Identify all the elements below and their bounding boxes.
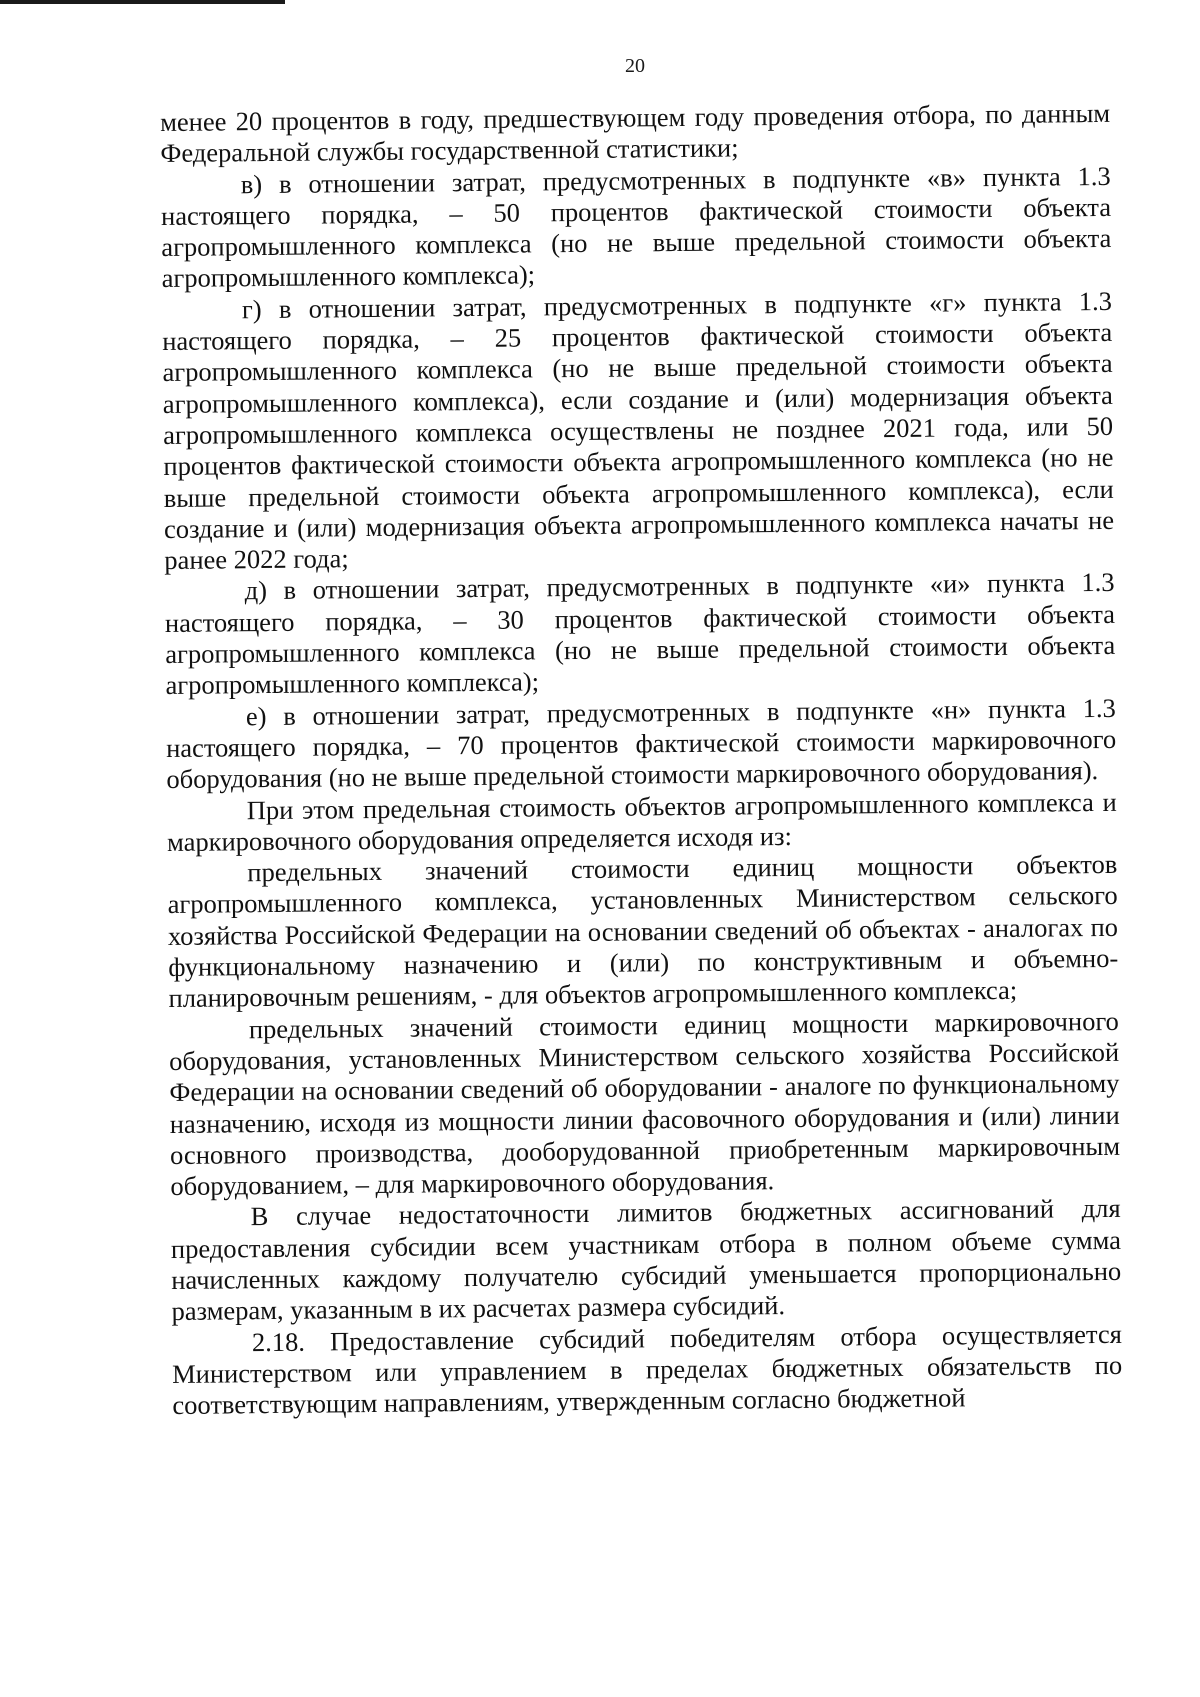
- paragraph-item-g: г) в отношении затрат, предусмотренных в подпункте «г» пункта 1.3 настоящего порядка, – 25 процентов фактической стоимости объекта агропромышленного комплекса (но не выше предельной стоимости объекта агропромышленного комплекса), если создание и (или) модернизация объекта агропромышленного комплекса осуществлены не позднее 2021 года, или 50 процентов фактической стоимости объекта агропромышленного комплекса (но не выше предельной стоимости объекта агропромышленного комплекса), если создание и (или) модернизация объекта агропромышленного комплекса начаты не ранее 2022 года;: [162, 285, 1115, 576]
- paragraph-item-d: д) в отношении затрат, предусмотренных в подпункте «и» пункта 1.3 настоящего порядка, – 30 процентов фактической стоимости объекта агропромышленного комплекса (но не выше предельной стоимости объекта агропромышленного комплекса);: [164, 567, 1116, 701]
- paragraph-limit-cost-equipment: предельных значений стоимости единиц мощности маркировочного оборудования, установленных Министерством сельского хозяйства Российской Федерации на основании сведений об оборудовании - аналоге по функциональному назначению, исходя из мощности линии фасовочного оборудования и (или) линии основного производства, дооборудованной приобретенным маркировочным оборудованием, – для маркировочного оборудования.: [169, 1005, 1121, 1202]
- paragraph-insufficient-limits: В случае недостаточности лимитов бюджетных ассигнований для предоставления субсидии всем участникам отбора в полном объеме сумма начисленных каждому получателю субсидий уменьшается пропорционально размерам, указанным в их расчетах размера субсидий.: [170, 1193, 1122, 1327]
- body-text: [160, 98, 1123, 1422]
- paragraph-continuation: менее 20 процентов в году, предшествующем году проведения отбора, по данным Федеральной службы государственной статистики;: [160, 97, 1111, 169]
- paragraph-limit-cost-intro: При этом предельная стоимость объектов агропромышленного комплекса и маркировочного оборудования определяется исходя из:: [166, 786, 1117, 857]
- top-edge-line: [0, 0, 285, 4]
- paragraph-item-e: е) в отношении затрат, предусмотренных в подпункте «н» пункта 1.3 настоящего порядка, – 70 процентов фактической стоимости маркировочного оборудования (но не выше предельной стоимости маркировочного оборудования).: [166, 692, 1117, 795]
- paragraph-limit-cost-objects: предельных значений стоимости единиц мощности объектов агропромышленного комплекса, установленных Министерством сельского хозяйства Российской Федерации на основании сведений об объектах - аналогах по функциональному назначению и (или) по конструктивным и объемно-планировочным решениям, - для объектов агропромышленного комплекса;: [167, 848, 1119, 1014]
- paragraph-item-v: в) в отношении затрат, предусмотренных в подпункте «в» пункта 1.3 настоящего порядка, – 50 процентов фактической стоимости объекта агропромышленного комплекса (но не выше предельной стоимости объекта агропромышленного комплекса);: [160, 160, 1112, 294]
- paragraph-2-18: 2.18. Предоставление субсидий победителям отбора осуществляется Министерством или управлением в пределах бюджетных обязательств по соответствующим направлениям, утвержденным согласно бюджетной: [172, 1318, 1123, 1421]
- page-number: 20: [625, 55, 645, 77]
